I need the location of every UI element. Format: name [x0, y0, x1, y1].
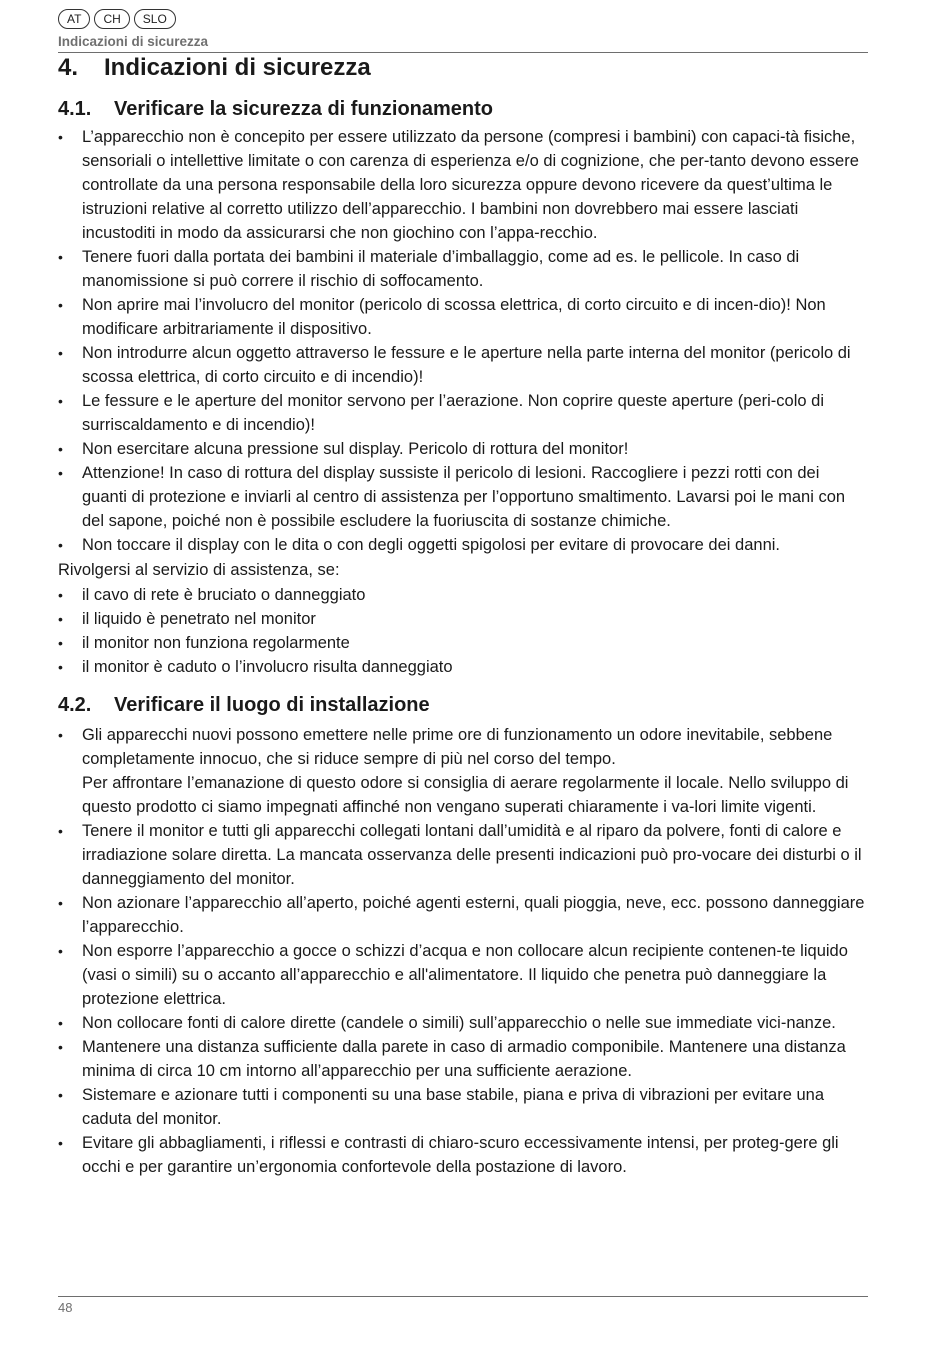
subsection-title-4-1: [58, 97, 868, 121]
list-item: • Non introdurre alcun oggetto attraverso le fessure e le aperture nella parte interna del monitor (pericolo di scossa elettrica, di corto circuito e di incendio)!: [58, 341, 868, 389]
service-list: [58, 583, 868, 679]
subsection-title-text: Verificare la sicurezza di funzionamento: [114, 98, 494, 120]
list-item: • L’apparecchio non è concepito per essere utilizzato da persone (compresi i bambini) con capaci-tà fisiche, sensoriali o intellettive limitate o con carenza di esperienza e/o di cognizione, che per-tanto devono essere controllate da una persona responsabile della loro sicurezza oppure devono ricevere da quest’ultima le istruzioni relative al corretto utilizzo dell’apparecchio. I bambini non dovrebbero mai essere lasciati incustoditi in modo da assicurarsi che non giochino con l’appa-recchio.: [58, 125, 868, 245]
safety-list: [58, 125, 868, 557]
subsection-number: 4.2.: [58, 694, 92, 716]
country-badge-at: AT: [58, 9, 90, 29]
list-item-paragraph: • Gli apparecchi nuovi possono emettere nelle prime ore di funzionamento un odore inevitabile, sebbene completamente innocuo, che si riduce sempre di più nel corso del tempo.: [82, 726, 833, 768]
section-title: [58, 54, 868, 82]
service-intro: Rivolgersi al servizio di assistenza, se:: [58, 561, 340, 579]
list-item: • Non esercitare alcuna pressione sul display. Pericolo di rottura del monitor!: [58, 437, 868, 461]
subsection-title-text: Verificare il luogo di installazione: [114, 694, 430, 716]
subsection-number: 4.1.: [58, 98, 92, 120]
list-item: • Tenere il monitor e tutti gli apparecchi collegati lontani dall’umidità e al riparo da polvere, fonti di calore e irradiazione solare diretta. La mancata osservanza delle presenti indicazioni può pro-vocare dei disturbi o il danneggiamento del monitor.: [58, 819, 868, 891]
country-badge-ch: CH: [94, 9, 129, 29]
list-item: • Evitare gli abbagliamenti, i riflessi e contrasti di chiaro-scuro eccessivamente intensi, per proteg-gere gli occhi e per garantire un’ergonomia confortevole della postazione di lavoro.: [58, 1131, 868, 1179]
page-number: 48: [58, 1300, 73, 1315]
list-item: • Tenere fuori dalla portata dei bambini il materiale d’imballaggio, come ad es. le pellicole. In caso di manomissione si può correre il rischio di soffocamento.: [58, 245, 868, 293]
list-item: • Non azionare l’apparecchio all’aperto, poiché agenti esterni, quali pioggia, neve, ecc. possono danneggiare l’apparecchio.: [58, 891, 868, 939]
list-item: • Le fessure e le aperture del monitor servono per l’aerazione. Non coprire queste aperture (peri-colo di surriscaldamento e di incendio)!: [58, 389, 868, 437]
section-title-text: Indicazioni di sicurezza: [104, 54, 371, 81]
list-item: • Sistemare e azionare tutti i componenti su una base stabile, piana e priva di vibrazioni per evitare una caduta del monitor.: [58, 1083, 868, 1131]
list-item: • Non esporre l’apparecchio a gocce o schizzi d’acqua e non collocare alcun recipiente contenen-te liquido (vasi o simili) su o accanto all’apparecchio e all'alimentatore. Il liquido che penetra può danneggiare la protezione elettrica.: [58, 939, 868, 1011]
subsection-title-4-2: [58, 693, 868, 717]
page: [58, 8, 868, 1179]
list-item: • Non aprire mai l’involucro del monitor (pericolo di scossa elettrica, di corto circuito e di incen-dio)! Non modificare arbitrariamente il dispositivo.: [58, 293, 868, 341]
running-header: Indicazioni di sicurezza: [58, 34, 868, 53]
country-badge-slo: SLO: [134, 9, 176, 29]
country-badges: [58, 8, 868, 30]
list-item: • Mantenere una distanza sufficiente dalla parete in caso di armadio componibile. Mantenere una distanza minima di circa 10 cm intorno all’apparecchio per una sufficiente aerazione.: [58, 1035, 868, 1083]
list-item: [58, 723, 868, 819]
page-footer: [58, 1296, 868, 1315]
list-item: • Non collocare fonti di calore dirette (candele o simili) sull’apparecchio o nelle sue immediate vici-nanze.: [58, 1011, 868, 1035]
list-item: • Non toccare il display con le dita o con degli oggetti spigolosi per evitare di provocare dei danni.: [58, 533, 868, 557]
installation-list: [58, 723, 868, 1179]
list-item: • il cavo di rete è bruciato o danneggiato: [58, 583, 868, 607]
list-item-paragraph: Per affrontare l’emanazione di questo odore si consiglia di aerare regolarmente il locale. Nello sviluppo di questo prodotto ci siamo impegnati affinché non vengano superati chiaramente i va-lori limite vigenti.: [82, 774, 849, 816]
section-number: 4.: [58, 54, 79, 81]
list-item: • il monitor non funziona regolarmente: [58, 631, 868, 655]
list-item: • il liquido è penetrato nel monitor: [58, 607, 868, 631]
list-item: • il monitor è caduto o l’involucro risulta danneggiato: [58, 655, 868, 679]
list-item: • Attenzione! In caso di rottura del display sussiste il pericolo di lesioni. Raccogliere i pezzi rotti con dei guanti di protezione e inviarli al centro di assistenza per l’opportuno smaltimento. Lavarsi poi le mani con del sapone, poiché non è possibile escludere la fuoriuscita di sostanze chimiche.: [58, 461, 868, 533]
